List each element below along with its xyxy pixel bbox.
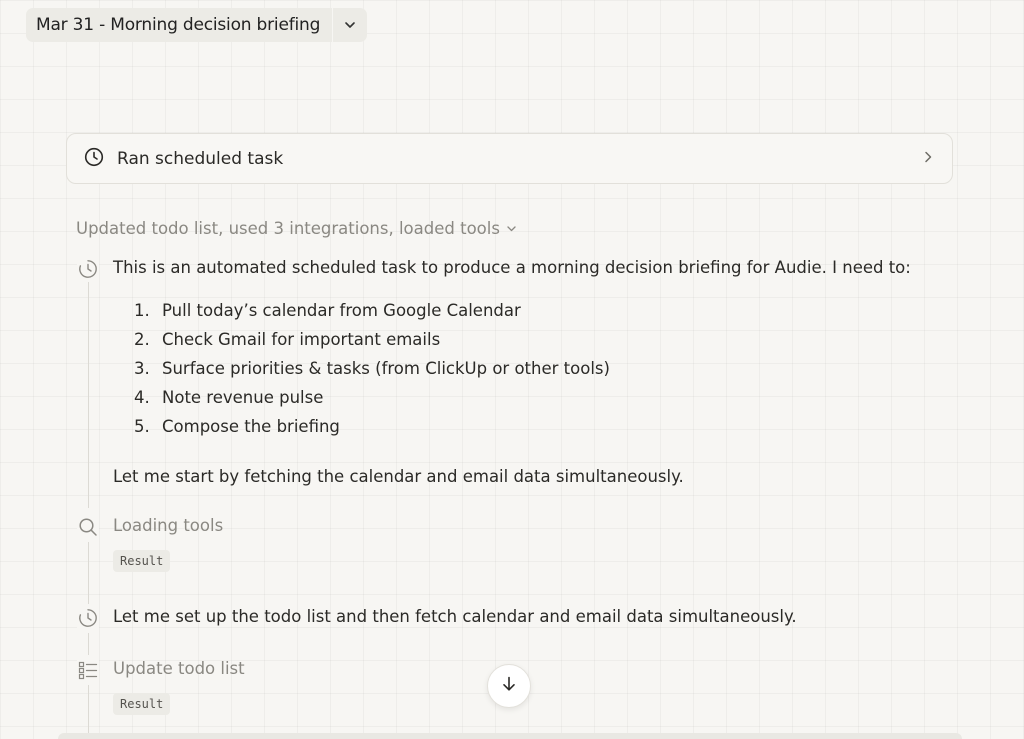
timeline-rail	[88, 685, 89, 739]
plan-list	[134, 296, 610, 441]
conversation-title[interactable]: Mar 31 - Morning decision briefing	[36, 15, 321, 35]
arrow-down-icon	[500, 675, 518, 697]
loading-tools-label[interactable]: Loading tools	[113, 516, 224, 535]
clock-icon	[84, 147, 104, 171]
list-item-text: Check Gmail for important emails	[162, 330, 441, 349]
list-item	[134, 412, 610, 441]
chevron-right-icon	[922, 149, 934, 168]
list-item-number: 3.	[134, 359, 150, 378]
thinking-text: This is an automated scheduled task to produce a morning decision briefing for Audie. I need to:	[113, 258, 911, 277]
thinking-clock-icon	[77, 258, 99, 280]
timeline-rail	[88, 282, 89, 508]
activity-summary-toggle[interactable]	[76, 216, 517, 240]
result-chip[interactable]: Result	[113, 550, 170, 572]
conversation-title-menu[interactable]	[26, 8, 367, 42]
list-item	[134, 325, 610, 354]
timeline-rail	[88, 633, 89, 655]
timeline-rail	[88, 542, 89, 604]
result-chip[interactable]: Result	[113, 693, 170, 715]
list-item-number: 2.	[134, 330, 150, 349]
thinking-clock-icon	[77, 607, 99, 629]
update-todo-label[interactable]: Update todo list	[113, 659, 245, 678]
list-item-text: Pull today’s calendar from Google Calendar	[162, 301, 521, 320]
list-item	[134, 383, 610, 412]
list-item-text: Compose the briefing	[162, 417, 340, 436]
list-item-text: Note revenue pulse	[162, 388, 324, 407]
thinking-text: Let me set up the todo list and then fetch calendar and email data simultaneously.	[113, 607, 797, 626]
list-item-number: 1.	[134, 301, 150, 320]
scheduled-task-label: Ran scheduled task	[117, 148, 284, 169]
checklist-icon	[77, 659, 99, 681]
composer-edge	[58, 733, 962, 739]
list-item-text: Surface priorities & tasks (from ClickUp or other tools)	[162, 359, 610, 378]
list-item	[134, 296, 610, 325]
list-item-number: 5.	[134, 417, 150, 436]
thinking-followup-text: Let me start by fetching the calendar and email data simultaneously.	[113, 467, 684, 486]
chevron-down-icon	[506, 219, 517, 238]
scheduled-task-card[interactable]	[66, 133, 953, 184]
list-item-number: 4.	[134, 388, 150, 407]
list-item	[134, 354, 610, 383]
scroll-to-bottom-button[interactable]	[487, 664, 531, 708]
activity-summary-label: Updated todo list, used 3 integrations, loaded tools	[76, 218, 500, 238]
search-icon	[77, 516, 99, 538]
chevron-down-icon[interactable]	[333, 8, 367, 42]
